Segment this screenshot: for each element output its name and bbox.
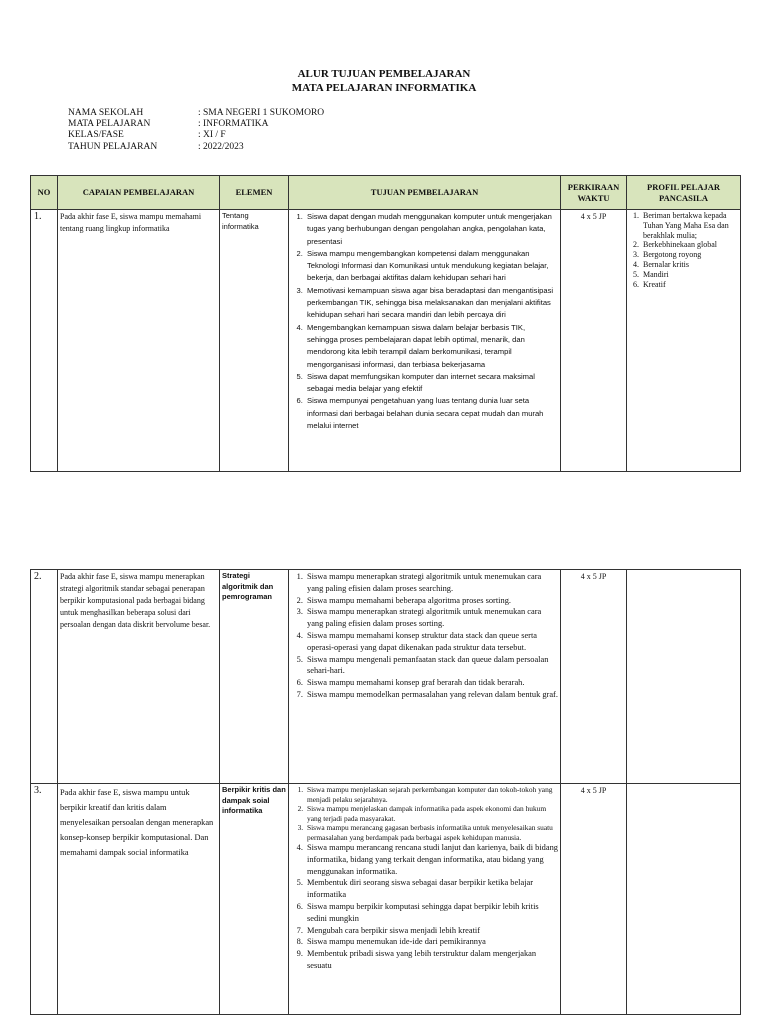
school-info [68, 108, 324, 153]
row-number: 1. [31, 210, 58, 472]
meta-row [68, 130, 324, 141]
tujuan-item: 2. Siswa mampu mengembangkan kompetensi dalam menggunakan Teknologi Informasi dan Komunikasi untuk mendukung kegiatan belajar, bekerja, dan berbagai aktifitas dalam kehidupan sehari hari [305, 248, 558, 285]
header-tujuan: TUJUAN PEMBELAJARAN [289, 176, 561, 210]
tujuan-item: 5. Siswa mampu mengenali pemanfaatan stack dan queue dalam persoalan sehari-hari. [305, 654, 558, 678]
meta-row [68, 108, 324, 119]
tujuan-list [291, 785, 558, 972]
tujuan-item: 3. Siswa mampu merancang gagasan berbasis informatika untuk menyelesaikan suatu permasalahan yang berdampak pada berbagai aspek kehidupan manusia. [305, 823, 558, 842]
meta-row [68, 142, 324, 153]
table-row [31, 784, 741, 1015]
header-elemen: ELEMEN [220, 176, 289, 210]
meta-key: TAHUN PELAJARAN [68, 141, 158, 152]
tujuan-item: 7. Mengubah cara berpikir siswa menjadi lebih kreatif [305, 925, 558, 937]
table-header-row [31, 176, 741, 210]
profil-list [629, 211, 738, 289]
tujuan-item: 7. Siswa mampu memodelkan permasalahan yang relevan dalam bentuk graf. [305, 689, 558, 701]
elemen-cell: Strategi algoritmik dan pemrograman [220, 570, 289, 784]
document-subtitle: MATA PELAJARAN INFORMATIKA [291, 82, 477, 94]
document-title: ALUR TUJUAN PEMBELAJARAN [297, 68, 471, 80]
header-capaian: CAPAIAN PEMBELAJARAN [58, 176, 220, 210]
tujuan-item: 5. Siswa dapat memfungsikan komputer dan internet secara maksimal sebagai media belajar yang efektif [305, 371, 558, 396]
curriculum-table-2 [30, 569, 741, 1015]
elemen-cell: Berpikir kritis dan dampak soial informatika [220, 784, 289, 1015]
meta-value: : 2022/2023 [198, 141, 244, 152]
tujuan-item: 6. Siswa mempunyai pengetahuan yang luas tentang dunia luar seta informasi dari berbagai belahan dunia secara cepat mudah dan murah melalui internet [305, 395, 558, 432]
tujuan-list [291, 571, 558, 701]
tujuan-item: 2. Siswa mampu menjelaskan dampak informatika pada aspek ekonomi dan hukum yang terjadi pada masyarakat. [305, 804, 558, 823]
tujuan-item: 1. Siswa mampu menjelaskan sejarah perkembangan komputer dan tokoh-tokoh yang menjadi pelaku sejarahnya. [305, 785, 558, 804]
profil-cell [627, 570, 741, 784]
tujuan-cell [289, 784, 561, 1015]
header-waktu: PERKIRAAN WAKTU [561, 176, 627, 210]
profil-cell [627, 210, 741, 472]
waktu-cell: 4 x 5 JP [561, 210, 627, 472]
tujuan-item: 6. Siswa mampu memahami konsep graf berarah dan tidak berarah. [305, 677, 558, 689]
meta-key: NAMA SEKOLAH [68, 108, 144, 118]
row-number: 2. [31, 570, 58, 784]
tujuan-item: 1. Siswa mampu menerapkan strategi algoritmik untuk menemukan cara yang paling efisien dalam proses searching. [305, 571, 558, 595]
profil-item: 3. Bergotong royong [641, 250, 738, 260]
meta-value: : XI / F [198, 130, 226, 141]
tujuan-item: 9. Membentuk pribadi siswa yang lebih terstruktur dalam mengerjakan sesuatu [305, 948, 558, 972]
tujuan-item: 1. Siswa dapat dengan mudah menggunakan komputer untuk mengerjakan tugas yang berhubungan dengan pengolahan angka, pengolahan kata, presentasi [305, 211, 558, 248]
table-row [31, 210, 741, 472]
profil-item: 6. Kreatif [641, 280, 738, 290]
capaian-cell: Pada akhir fase E, siswa mampu memahami tentang ruang lingkup informatika [58, 210, 220, 472]
tujuan-item: 6. Siswa mampu berpikir komputasi sehingga dapat berpikir lebih kritis sedini mungkin [305, 901, 558, 925]
tujuan-item: 2. Siswa mampu memahami beberapa algoritma proses sorting. [305, 595, 558, 607]
header-no: NO [31, 176, 58, 210]
header-profil: PROFIL PELAJAR PANCASILA [627, 176, 741, 210]
table-row [31, 570, 741, 784]
tujuan-item: 4. Siswa mampu merancang rencana studi lanjut dan karienya, baik di bidang informatika, bidang yang terkait dengan informatika, atau bidang yang menggunakan informatika. [305, 842, 558, 877]
profil-item: 2. Berkebhinekaan global [641, 240, 738, 250]
tujuan-item: 8. Siswa mampu menemukan ide-ide dari pemikirannya [305, 936, 558, 948]
tujuan-cell [289, 570, 561, 784]
profil-item: 4. Bernalar kritis [641, 260, 738, 270]
meta-value: : INFORMATIKA [198, 119, 269, 130]
capaian-cell: Pada akhir fase E, siswa mampu menerapkan strategi algoritmik standar sebagai penerapan berpikir komputasional pada berbagai bidang untuk menghasilkan beberapa solusi dari persoalan dengan data diskrit bervolume besar. [58, 570, 220, 784]
tujuan-item: 3. Memotivasi kemampuan siswa agar bisa beradaptasi dan mengantisipasi perkembangan TIK, sehingga bisa melaksanakan dan menjalani aktifitas kehidupan sehari hari secara mandiri dan lebih percaya diri [305, 285, 558, 322]
tujuan-item: 3. Siswa mampu menerapkan strategi algoritmik untuk menemukan cara yang paling efisien dalam proses sorting. [305, 606, 558, 630]
elemen-cell: Tentang informatika [220, 210, 289, 472]
tujuan-item: 4. Mengembangkan kemampuan siswa dalam belajar berbasis TIK, sehingga proses pembelajaran dapat lebih optimal, menarik, dan mendorong kita lebih terampil dalam berkomunikasi, terampil mengorganisasi informasi, dan terbiasa bekerjasama [305, 322, 558, 371]
capaian-cell: Pada akhir fase E, siswa mampu untuk berpikir kreatif dan kritis dalam menyelesaikan persoalan dengan menerapkan konsep-konsep berpikir komputasional. Dan memahami dampak social informatika [58, 784, 220, 1015]
profil-item: 5. Mandiri [641, 270, 738, 280]
profil-item: 1. Beriman bertakwa kepada Tuhan Yang Maha Esa dan berakhlak mulia; [641, 211, 738, 240]
meta-row [68, 119, 324, 130]
meta-key: MATA PELAJARAN [68, 119, 151, 130]
meta-value: : SMA NEGERI 1 SUKOMORO [198, 108, 325, 118]
meta-key: KELAS/FASE [68, 130, 124, 141]
waktu-cell: 4 x 5 JP [561, 784, 627, 1015]
tujuan-item: 4. Siswa mampu memahami konsep struktur data stack dan queue serta operasi-operasi yang dapat dikenakan pada struktur data tersebut. [305, 630, 558, 654]
profil-cell [627, 784, 741, 1015]
row-number: 3. [31, 784, 58, 1015]
waktu-cell: 4 x 5 JP [561, 570, 627, 784]
tujuan-cell [289, 210, 561, 472]
tujuan-item: 5. Membentuk diri seorang siswa sebagai dasar berpikir ketika belajar informatika [305, 877, 558, 901]
curriculum-table-1 [30, 175, 741, 472]
tujuan-list [291, 211, 558, 432]
